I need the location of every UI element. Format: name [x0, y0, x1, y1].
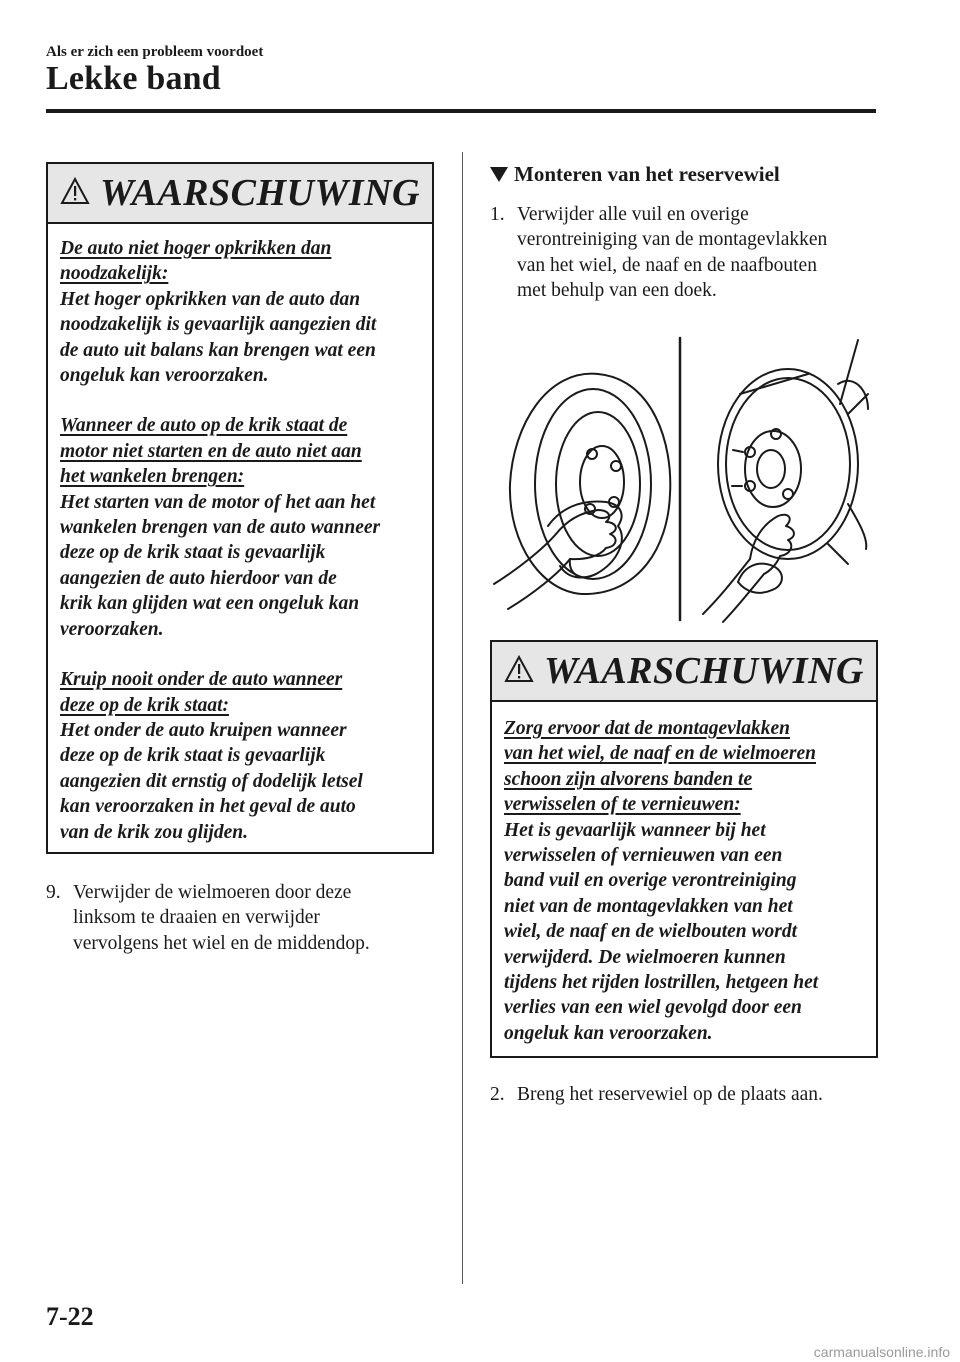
warning-text-line: Het is gevaarlijk wanneer bij het [504, 819, 766, 841]
warning-box-right [490, 640, 878, 1058]
warning-text-line: deze op de krik staat is gevaarlijk [60, 745, 326, 767]
warning-text-line: tijdens het rijden lostrillen, hetgeen het [504, 972, 819, 994]
warning-text-line: verlies van een wiel gevolgd door een [504, 997, 802, 1019]
warning-heading-line: motor niet starten en de auto niet aan [60, 440, 362, 462]
warning-heading-line: van het wiel, de naaf en de wielmoeren [504, 743, 816, 765]
tire-illustration [510, 374, 670, 594]
warning-body [48, 224, 432, 855]
warning-item [60, 413, 420, 642]
warning-triangle-icon [504, 655, 534, 688]
warning-item-heading [60, 236, 420, 287]
warning-item-text [60, 490, 420, 642]
step-1 [490, 202, 890, 304]
warning-heading-line: Zorg ervoor dat de montagevlakken [504, 718, 790, 739]
warning-text-line: Het starten van de motor of het aan het [60, 491, 376, 513]
warning-text-line: ongeluk kan veroorzaken. [504, 1022, 713, 1044]
warning-body [492, 702, 876, 1056]
page-number: 7-22 [46, 1302, 94, 1331]
section-label: Als er zich een probleem voordoet [46, 44, 264, 60]
warning-text-line: ongeluk kan veroorzaken. [60, 365, 269, 387]
subheading [490, 162, 780, 187]
warning-heading-line: De auto niet hoger opkrikken dan [60, 238, 332, 259]
step-line: Breng het reservewiel op de plaats aan. [517, 1084, 823, 1105]
step-number: 1. [490, 204, 505, 225]
warning-text-line: verwisselen of vernieuwen van een [504, 845, 783, 867]
warning-heading-line: noodzakelijk: [60, 263, 169, 285]
step-line: linksom te draaien en verwijder [73, 907, 320, 929]
warning-text-line: wiel, de naaf en de wielbouten wordt [504, 921, 798, 943]
subheading-text: Monteren van het reservewiel [514, 162, 780, 186]
warning-text-line: aangezien dit ernstig of dodelijk letsel [60, 770, 363, 792]
warning-heading-line: deze op de krik staat: [60, 694, 229, 716]
warning-header [492, 642, 876, 702]
warning-text-line: deze op de krik staat is gevaarlijk [60, 542, 326, 564]
step-9 [46, 880, 446, 956]
warning-item-heading [60, 413, 420, 489]
warning-text-line: Het onder de auto kruipen wanneer [60, 719, 347, 741]
step-line: vervolgens het wiel en de middendop. [73, 932, 370, 954]
warning-item-text [60, 718, 420, 845]
warning-title: WAARSCHUWING [100, 172, 420, 214]
warning-heading-line: verwisselen of te vernieuwen: [504, 794, 741, 816]
warning-text-line: van de krik zou glijden. [60, 821, 248, 843]
warning-text-line: noodzakelijk is gevaarlijk aangezien dit [60, 314, 377, 336]
warning-header [48, 164, 432, 224]
warning-text-line: veroorzaken. [60, 618, 164, 640]
warning-text-line: niet van de montagevlakken van het [504, 895, 793, 917]
warning-box-left [46, 162, 434, 854]
step-2 [490, 1082, 890, 1107]
warning-text-line: Het hoger opkrikken van de auto dan [60, 288, 361, 310]
warning-text-line: wankelen brengen van de auto wanneer [60, 517, 381, 539]
warning-heading-line: Wanneer de auto op de krik staat de [60, 415, 348, 437]
warning-heading-line: het wankelen brengen: [60, 466, 245, 488]
warning-text-line: krik kan glijden wat een ongeluk kan [60, 593, 360, 615]
warning-triangle-icon [60, 177, 90, 210]
warning-text-line: kan veroorzaken in het geval de auto [60, 796, 356, 818]
watermark: carmanualsonline.info [813, 1344, 950, 1360]
step-line: Verwijder de wielmoeren door deze [73, 882, 352, 903]
step-line: Verwijder alle vuil en overige [517, 204, 749, 225]
warning-item-text [504, 818, 864, 1047]
column-divider [462, 152, 463, 1284]
step-line: verontreiniging van de montagevlakken [517, 229, 828, 251]
step-number: 2. [490, 1084, 505, 1105]
wheel-cleaning-illustration [488, 334, 878, 624]
warning-item-heading [504, 716, 864, 818]
step-line: met behulp van een doek. [517, 280, 717, 302]
step-line: van het wiel, de naaf en de naafbouten [517, 254, 817, 276]
warning-title: WAARSCHUWING [544, 650, 864, 692]
warning-text-line: de auto uit balans kan brengen wat een [60, 339, 376, 361]
warning-item [60, 236, 420, 388]
warning-item-text [60, 287, 420, 389]
header-rule [46, 109, 876, 113]
warning-text-line: aangezien de auto hierdoor van de [60, 567, 337, 589]
warning-text-line: verwijderd. De wielmoeren kunnen [504, 946, 786, 968]
page-title: Lekke band [46, 60, 221, 97]
warning-heading-line: schoon zijn alvorens banden te [504, 768, 753, 790]
warning-item [60, 667, 420, 845]
down-triangle-icon [490, 167, 508, 182]
warning-text-line: band vuil en overige verontreiniging [504, 870, 797, 892]
warning-item-heading [60, 667, 420, 718]
step-number: 9. [46, 882, 61, 903]
warning-heading-line: Kruip nooit onder de auto wanneer [60, 669, 343, 691]
